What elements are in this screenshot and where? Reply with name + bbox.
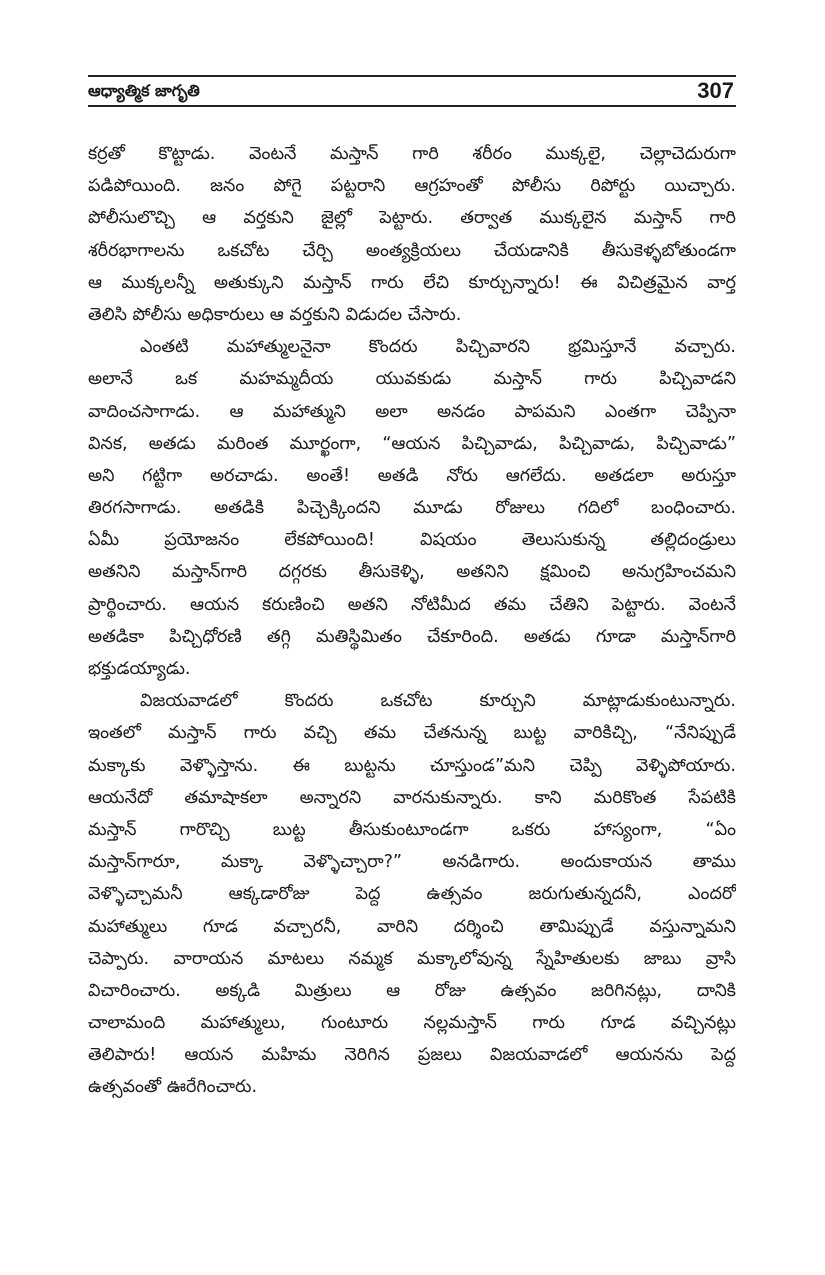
text-line: ఎంతటి మహాత్ములనైనా కొందరు పిచ్చివారని భ్రమిస్తూనే వచ్చారు. bbox=[140, 337, 736, 358]
text-line: తిరగసాగాడు. అతడికి పిచ్చెక్కిందని మూడు రోజులు గదిలో బంధించారు. bbox=[88, 498, 736, 519]
text-line: విచారించారు. అక్కడి మిత్రులు ఆ రోజు ఉత్సవం జరిగినట్లు, దానికి bbox=[88, 980, 736, 1001]
page-header bbox=[88, 72, 736, 108]
text-line: ఆయనేదో తమాషాకలా అన్నారని వారనుకున్నారు. కాని మరికొంత సేపటికి bbox=[88, 787, 736, 808]
text-line: భక్తుడయ్యాడు. bbox=[88, 659, 191, 679]
text-line: పడిపోయింది. జనం పోగై పట్టరాని ఆగ్రహంతో పోలీసు రిపోర్టు యిచ్చారు. bbox=[88, 176, 736, 197]
text-line: విజయవాడలో కొందరు ఒకచోట కూర్చుని మాట్లాడుకుంటున్నారు. bbox=[140, 691, 736, 712]
text-line: అతనిని మస్తాన్‌గారి దగ్గరకు తీసుకెళ్ళి, అతనిని క్షమించి అనుగ్రహించమని bbox=[88, 562, 736, 583]
text-line: శరీరభాగాలను ఒకచోట చేర్చి అంత్యక్రియలు చేయడానికి తీసుకెళ్ళబోతుండగా bbox=[88, 240, 736, 261]
header-bottom-rule bbox=[88, 105, 736, 107]
text-line: తెలిపారు! ఆయన మహిమ నెరిగిన ప్రజలు విజయవాడలో ఆయనను పెద్ద bbox=[88, 1045, 736, 1066]
text-line: వినక, అతడు మరింత మూర్ఖంగా, “ఆయన పిచ్చివాడు, పిచ్చివాడు, పిచ్చివాడు” bbox=[88, 433, 736, 454]
text-line: వాదించసాగాడు. ఆ మహాత్ముని అలా అనడం పాపమని ఎంతగా చెప్పినా bbox=[88, 401, 736, 422]
header-top-rule bbox=[88, 75, 736, 77]
text-line: చాలామంది మహాత్ములు, గుంటూరు నల్లమస్తాన్ గారు గూడ వచ్చినట్లు bbox=[88, 1013, 736, 1034]
text-line: పోలీసులొచ్చి ఆ వర్తకుని జైల్లో పెట్టారు. తర్వాత ముక్కలైన మస్తాన్ గారి bbox=[88, 208, 736, 229]
text-line: ఇంతలో మస్తాన్ గారు వచ్చి తమ చేతనున్న బుట్ట వారికిచ్చి, “నేనిప్పుడే bbox=[88, 723, 736, 744]
text-line: ఉత్సవంతో ఊరేగించారు. bbox=[88, 1077, 258, 1098]
running-title: ఆధ్యాత్మిక జాగృతి bbox=[88, 81, 200, 100]
text-line: కర్రతో కొట్టాడు. వెంటనే మస్తాన్ గారి శరీరం ముక్కలై, చెల్లాచెదురుగా bbox=[88, 144, 736, 164]
text-line: మక్కాకు వెళ్ళొస్తాను. ఈ బుట్టను చూస్తుండ”మని చెప్పి వెళ్ళిపోయారు. bbox=[88, 755, 736, 776]
body-text bbox=[88, 138, 736, 1104]
text-line: వెళ్ళొచ్చామనీ ఆక్కడారోజు పెద్ద ఉత్సవం జరుగుతున్నదనీ, ఎందరో bbox=[88, 884, 736, 905]
page-number: 307 bbox=[697, 78, 734, 103]
text-line: మహాత్ములు గూడ వచ్చారనీ, వారిని దర్శించి తామిప్పుడే వస్తున్నామని bbox=[88, 916, 736, 937]
text-line: ఏమీ ప్రయోజనం లేకపోయింది! విషయం తెలుసుకున్న తల్లిదండ్రులు bbox=[88, 530, 736, 551]
text-line: అలానే ఒక మహమ్మదీయ యువకుడు మస్తాన్ గారు పిచ్చివాడని bbox=[88, 369, 736, 390]
text-line: తెలిసి పోలీసు అధికారులు ఆ వర్తకుని విడుదల చేసారు. bbox=[88, 304, 462, 325]
text-line: ప్రార్థించారు. ఆయన కరుణించి అతని నోటిమీద తమ చేతిని పెట్టారు. వెంటనే bbox=[88, 594, 736, 615]
text-line: మస్తాన్ గారొచ్చి బుట్ట తీసుకుంటూండగా ఒకరు హాస్యంగా, “ఏం bbox=[88, 819, 736, 840]
text-line: మస్తాన్‌గారూ, మక్కా వెళ్ళొచ్చారా?” అనడిగారు. అందుకాయన తాము bbox=[88, 852, 736, 873]
text-line: ఆ ముక్కలన్నీ అతుక్కుని మస్తాన్ గారు లేచి కూర్చున్నారు! ఈ విచిత్రమైన వార్త bbox=[88, 272, 736, 293]
text-line: అతడికా పిచ్చిధోరణి తగ్గి మతిస్థిమితం చేకూరింది. అతడు గూడా మస్తాన్‌గారి bbox=[88, 626, 736, 647]
text-line: చెప్పారు. వారాయన మాటలు నమ్మక మక్కాలోవున్న స్నేహితులకు జాబు వ్రాసి bbox=[88, 948, 736, 969]
text-line: అని గట్టిగా అరచాడు. అంతే! అతడి నోరు ఆగలేదు. అతడలా అరుస్తూ bbox=[88, 465, 736, 486]
